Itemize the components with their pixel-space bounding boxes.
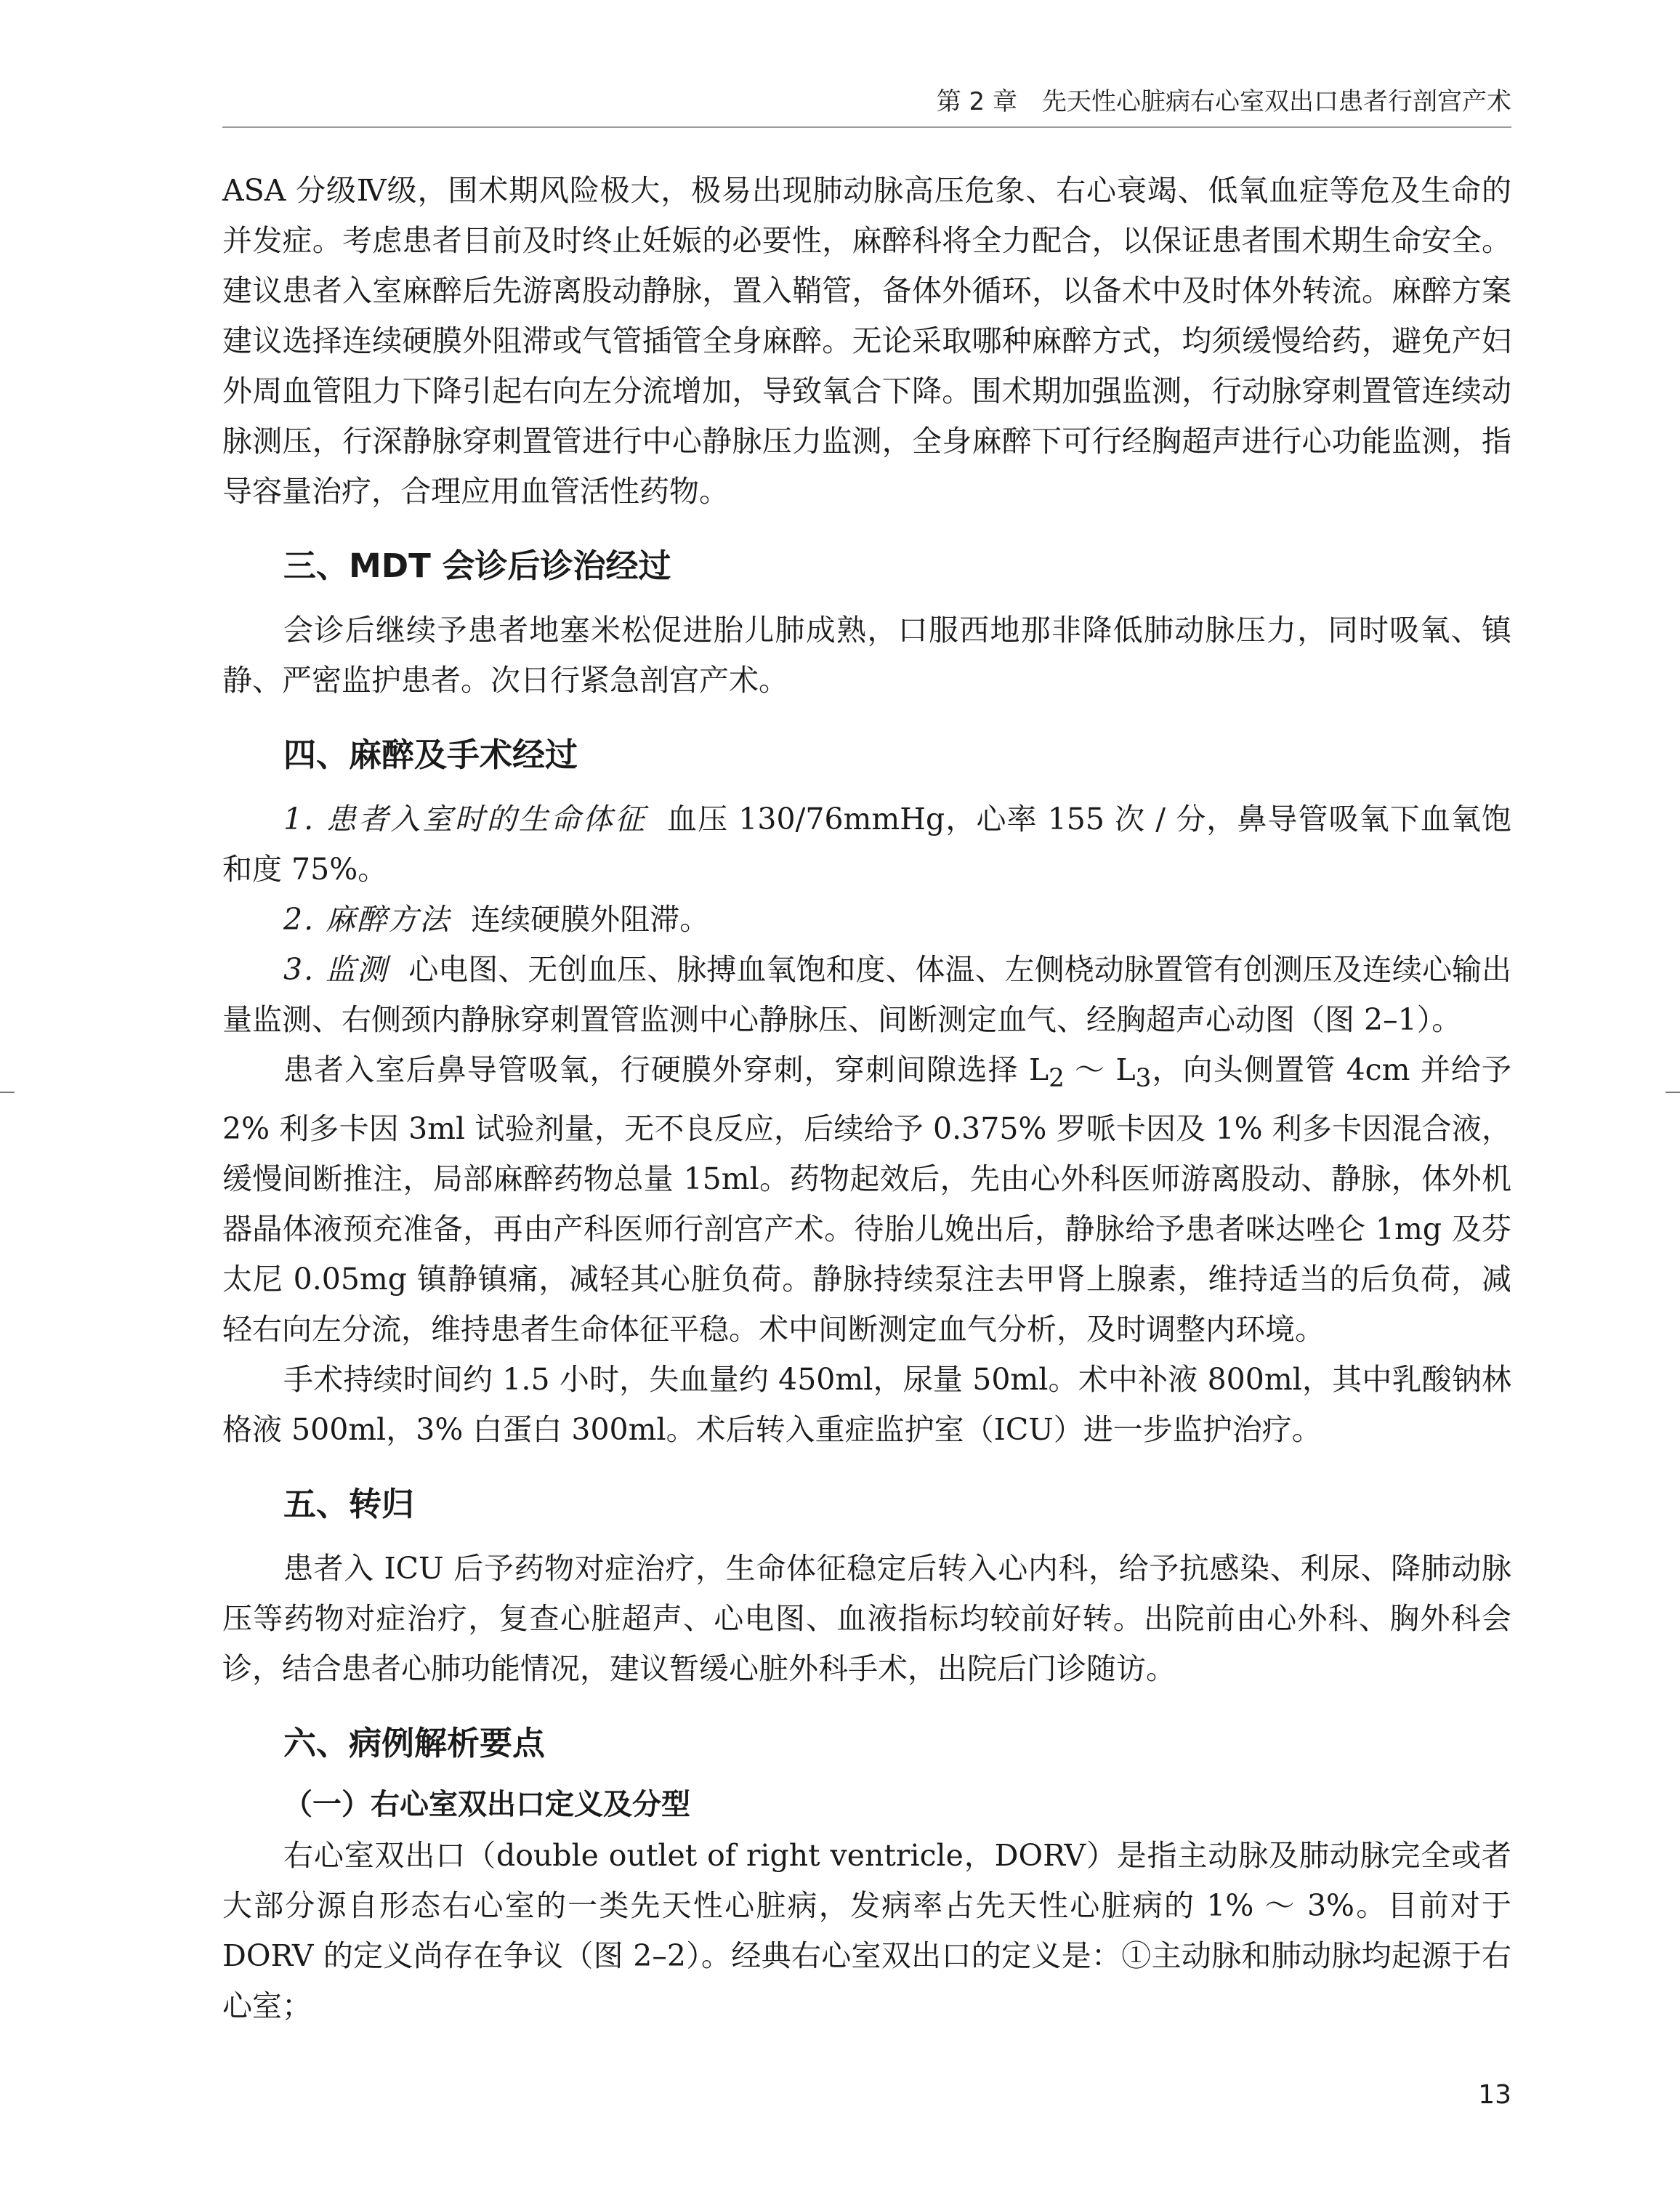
section3-paragraph: 会诊后继续予患者地塞米松促进胎儿肺成熟，口服西地那非降低肺动脉压力，同时吸氧、镇静、严密监护患者。次日行紧急剖宫产术。 [222, 613, 1511, 698]
section4-item-3 [222, 945, 1511, 1045]
item-2-label: 2. 麻醉方法 [283, 902, 451, 937]
page-body [222, 166, 1511, 2031]
item-1-text: 血压 130/76mmHg，心率 155 次 / 分，鼻导管吸氧下血氧饱和度 75%。 [222, 802, 1511, 887]
paragraph-a-start: 患者入室后鼻导管吸氧，行硬膜外穿刺，穿刺间隙选择 L [283, 1052, 1049, 1087]
section4-item-1 [222, 794, 1511, 895]
paragraph-a-mid: ～ L [1064, 1052, 1136, 1087]
section6-subheading: （一）右心室双出口定义及分型 [283, 1788, 690, 1822]
section6-paragraph: 右心室双出口（double outlet of right ventricle，DORV）是指主动脉及肺动脉完全或者大部分源自形态右心室的一类先天性心脏病，发病率占先天性心脏病的 1% ～ 3%。目前对于 DORV 的定义尚存在争议（图 2–2）。经典右心室双出口的定义是：①主动脉和肺动脉均起源于右心室； [222, 1838, 1511, 2024]
header-divider [222, 126, 1511, 128]
item-1-label: 1. 患者入室时的生命体征 [283, 802, 647, 837]
subscript-3: 3 [1135, 1064, 1152, 1094]
intro-paragraph: ASA 分级Ⅳ级，围术期风险极大，极易出现肺动脉高压危象、右心衰竭、低氧血症等危及生命的并发症。考虑患者目前及时终止妊娠的必要性，麻醉科将全力配合，以保证患者围术期生命安全。建议患者入室麻醉后先游离股动静脉，置入鞘管，备体外循环，以备术中及时体外转流。麻醉方案建议选择连续硬膜外阻滞或气管插管全身麻醉。无论采取哪种麻醉方式，均须缓慢给药，避免产妇外周血管阻力下降引起右向左分流增加，导致氧合下降。围术期加强监测，行动脉穿刺置管连续动脉测压，行深静脉穿刺置管进行中心静脉压力监测，全身麻醉下可行经胸超声进行心功能监测，指导容量治疗，合理应用血管活性药物。 [222, 173, 1511, 509]
item-3-label: 3. 监测 [283, 952, 389, 987]
crop-mark-right [1665, 1092, 1680, 1093]
section6-heading: 六、病例解析要点 [283, 1724, 546, 1763]
section4-paragraph-a [222, 1045, 1511, 1355]
section4-item-2 [222, 895, 1511, 945]
section5-heading: 五、转归 [283, 1485, 415, 1524]
crop-mark-left [0, 1092, 15, 1093]
section4-paragraph-b: 手术持续时间约 1.5 小时，失血量约 450ml，尿量 50ml。术中补液 800ml，其中乳酸钠林格液 500ml，3% 白蛋白 300ml。术后转入重症监护室（ICU）进一步监护治疗。 [222, 1362, 1511, 1448]
paragraph-a-end: ，向头侧置管 4cm 并给予 2% 利多卡因 3ml 试验剂量，无不良反应，后续给予 0.375% 罗哌卡因及 1% 利多卡因混合液，缓慢间断推注，局部麻醉药物总量 15ml。药物起效后，先由心外科医师游离股动、静脉，体外机器晶体液预充准备，再由产科医师行剖宫产术。待胎儿娩出后，静脉给予患者咪达唑仑 1mg 及芬太尼 0.05mg 镇静镇痛，减轻其心脏负荷。静脉持续泵注去甲肾上腺素，维持适当的后负荷，减轻右向左分流，维持患者生命体征平稳。术中间断测定血气分析，及时调整内环境。 [222, 1052, 1512, 1347]
section4-heading: 四、麻醉及手术经过 [283, 735, 578, 774]
running-header: 第 2 章 先天性心脏病右心室双出口患者行剖宫产术 [936, 87, 1511, 116]
item-3-text: 心电图、无创血压、脉搏血氧饱和度、体温、左侧桡动脉置管有创测压及连续心输出量监测、右侧颈内静脉穿刺置管监测中心静脉压、间断测定血气、经胸超声心动图（图 2–1）。 [222, 952, 1511, 1037]
section3-heading: 三、MDT 会诊后诊治经过 [283, 547, 671, 585]
page-number: 13 [1478, 2080, 1511, 2110]
section5-paragraph: 患者入 ICU 后予药物对症治疗，生命体征稳定后转入心内科，给予抗感染、利尿、降肺动脉压等药物对症治疗，复查心脏超声、心电图、血液指标均较前好转。出院前由心外科、胸外科会诊，结合患者心肺功能情况，建议暂缓心脏外科手术，出院后门诊随访。 [222, 1551, 1511, 1687]
item-2-text: 连续硬膜外阻滞。 [471, 902, 710, 937]
subscript-2: 2 [1049, 1064, 1065, 1094]
